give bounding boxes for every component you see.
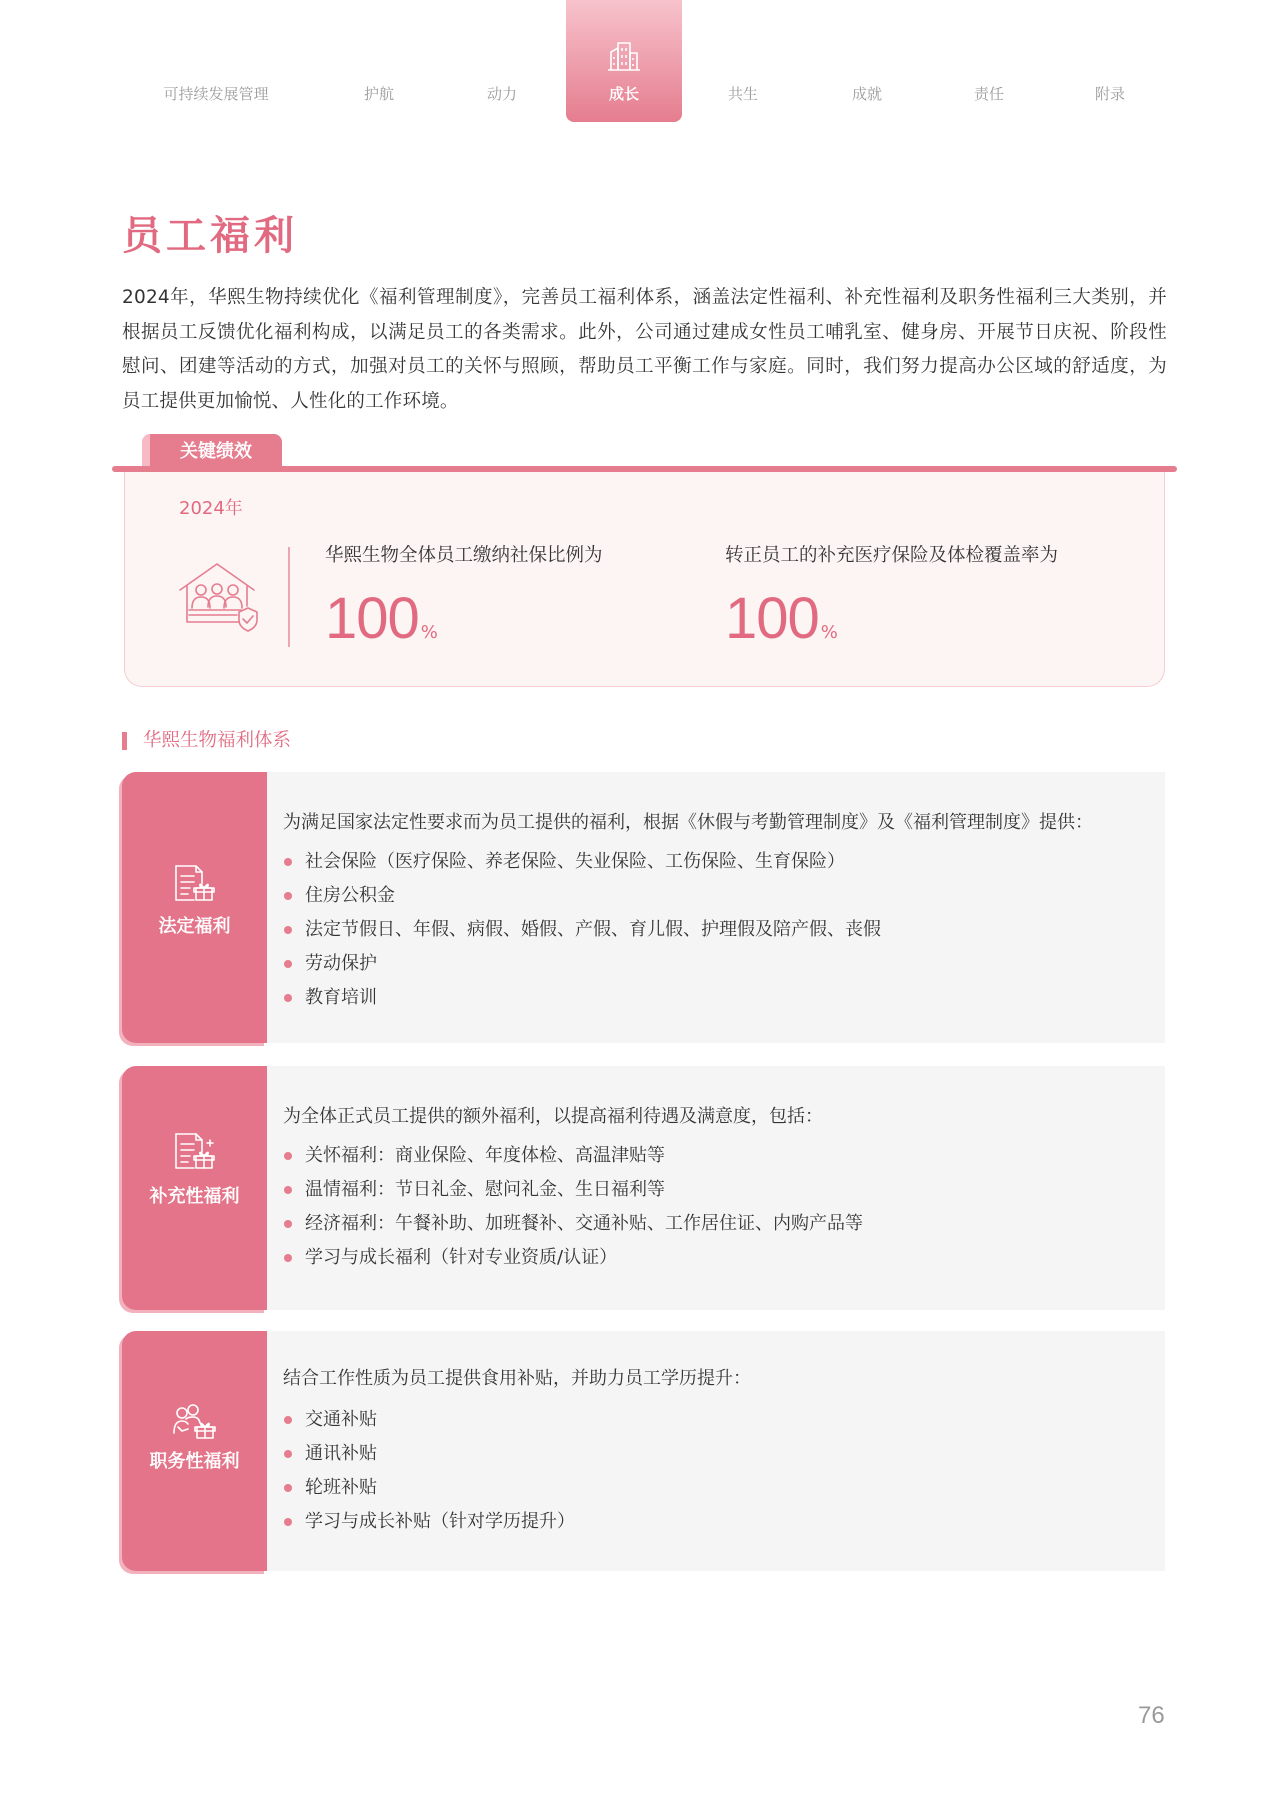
- card-content: [267, 1331, 1165, 1571]
- card-label-panel: [122, 1331, 267, 1571]
- list-item: 轮班补贴: [283, 1471, 575, 1505]
- welfare-card-position: [122, 1331, 1165, 1571]
- card-name: 法定福利: [158, 916, 231, 937]
- people-gift-icon: [172, 1401, 216, 1441]
- city-buildings-icon: [606, 38, 642, 74]
- list-item: 学习与成长补贴（针对学历提升）: [283, 1505, 575, 1539]
- key-performance-year: 2024年: [179, 498, 243, 519]
- metric-value: 100: [725, 586, 819, 651]
- list-item: 通讯补贴: [283, 1437, 575, 1471]
- welfare-system-title: 华熙生物福利体系: [143, 730, 292, 751]
- card-intro: 结合工作性质为员工提供食用补贴，并助力员工学历提升：: [283, 1368, 751, 1389]
- card-item-list: [283, 845, 881, 1015]
- nav-item-appendix[interactable]: 附录: [1094, 85, 1126, 103]
- metric-unit: %: [420, 622, 438, 643]
- key-performance-tab: 关键绩效: [142, 434, 282, 470]
- list-item: 经济福利：午餐补助、加班餐补、交通补贴、工作居住证、内购产品等: [283, 1207, 863, 1241]
- card-label-panel: [122, 1066, 267, 1310]
- nav-item-growth-active[interactable]: [566, 0, 682, 122]
- metric-label: 转正员工的补充医疗保险及体检覆盖率为: [725, 545, 1059, 566]
- list-item: 住房公积金: [283, 879, 881, 913]
- card-intro: 为全体正式员工提供的额外福利，以提高福利待遇及满意度，包括：: [283, 1106, 823, 1127]
- nav-item-sustainability[interactable]: 可持续发展管理: [163, 85, 269, 103]
- key-performance-vertical-divider: [288, 547, 290, 647]
- nav-item-protection[interactable]: 护航: [363, 85, 395, 103]
- metric-label: 华熙生物全体员工缴纳社保比例为: [325, 545, 603, 566]
- page-number: 76: [1138, 1702, 1165, 1729]
- intro-paragraph: 2024年，华熙生物持续优化《福利管理制度》，完善员工福利体系，涵盖法定性福利、补充性福利及职务性福利三大类别，并根据员工反馈优化福利构成，以满足员工的各类需求。此外，公司通过建成女性员工哺乳室、健身房、开展节日庆祝、阶段性慰问、团建等活动的方式，加强对员工的关怀与照顾，帮助员工平衡工作与家庭。同时，我们努力提高办公区域的舒适度，为员工提供更加愉悦、人性化的工作环境。: [122, 287, 1167, 412]
- key-performance-panel: [124, 472, 1165, 687]
- heading-accent-bar: [122, 732, 127, 750]
- nav-item-achievement[interactable]: 成就: [851, 85, 883, 103]
- card-name: 职务性福利: [149, 1451, 240, 1472]
- nav-item-symbiosis[interactable]: 共生: [727, 85, 759, 103]
- welfare-card-supplementary: [122, 1066, 1165, 1310]
- welfare-card-statutory: [122, 772, 1165, 1043]
- nav-item-momentum[interactable]: 动力: [486, 85, 518, 103]
- list-item: 法定节假日、年假、病假、婚假、产假、育儿假、护理假及陪产假、丧假: [283, 913, 881, 947]
- list-item: 交通补贴: [283, 1403, 575, 1437]
- card-item-list: [283, 1139, 863, 1275]
- nav-item-growth-label: 成长: [608, 85, 639, 103]
- card-intro: 为满足国家法定性要求而为员工提供的福利，根据《休假与考勤管理制度》及《福利管理制度》提供：: [283, 812, 1093, 833]
- metric-medical-coverage: [725, 542, 1058, 654]
- family-house-shield-icon: [177, 560, 259, 632]
- top-navigation: [0, 0, 1280, 125]
- card-content: [267, 772, 1165, 1043]
- list-item: 学习与成长福利（针对专业资质/认证）: [283, 1241, 863, 1275]
- document-gift-icon: [172, 864, 216, 904]
- document-gift-plus-icon: [172, 1132, 216, 1172]
- card-item-list: [283, 1403, 575, 1539]
- card-label-panel: [122, 772, 267, 1043]
- list-item: 社会保险（医疗保险、养老保险、失业保险、工伤保险、生育保险）: [283, 845, 881, 879]
- metric-unit: %: [820, 622, 838, 643]
- metric-value: 100: [325, 586, 419, 651]
- card-content: [267, 1066, 1165, 1310]
- list-item: 劳动保护: [283, 947, 881, 981]
- list-item: 温情福利：节日礼金、慰问礼金、生日福利等: [283, 1173, 863, 1207]
- card-name: 补充性福利: [149, 1186, 240, 1207]
- page-title: 员工福利: [122, 213, 298, 259]
- list-item: 教育培训: [283, 981, 881, 1015]
- nav-item-responsibility[interactable]: 责任: [973, 85, 1005, 103]
- list-item: 关怀福利：商业保险、年度体检、高温津贴等: [283, 1139, 863, 1173]
- metric-social-insurance: [325, 542, 603, 654]
